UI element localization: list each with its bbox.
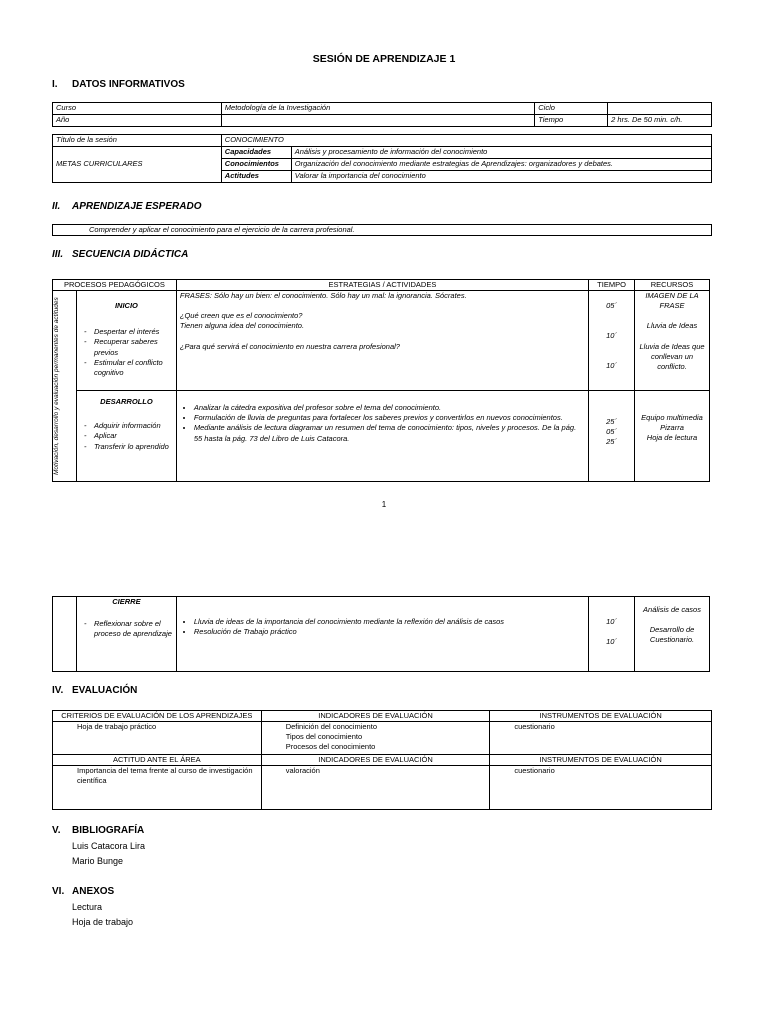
list-item: - Transferir lo aprendido (94, 442, 173, 452)
inicio-actividad-servira: ¿Para qué servirá el conocimiento en nuestra carrera profesional? (179, 341, 400, 351)
list-item: Luis Catacora Lira (72, 841, 146, 851)
cierre-recurso: Análisis de casos (643, 605, 701, 614)
indicador-item: Tipos del conocimiento (285, 732, 363, 742)
list-item: Lectura (72, 902, 103, 912)
desarrollo-recurso: Hoja de lectura (646, 433, 698, 443)
actitud-indicador-value: valoración (261, 766, 490, 810)
bibliografia-list (72, 839, 145, 869)
anexos-list (72, 900, 133, 930)
header-procesos: PROCESOS PEDAGÓGICOS (53, 280, 177, 291)
actitudes-value: Valorar la importancia del conocimiento (291, 171, 711, 183)
instrumento-value: cuestionario (490, 722, 712, 755)
page-number: 1 (381, 500, 387, 509)
header-recursos: RECURSOS (635, 280, 710, 291)
criterio-value: Hoja de trabajo práctico (53, 722, 262, 755)
inicio-actividad-pregunta: ¿Qué creen que es el conocimiento? (179, 311, 303, 321)
side-label: Motivación, desarrollo y evaluación permanentes de actitudes (53, 297, 60, 476)
inicio-tiempo: 10´ (606, 331, 617, 341)
actitud-value: Importancia del tema frente al curso de investigación científica (53, 766, 262, 810)
desarrollo-tiempo: 05´ (606, 427, 617, 437)
list-item: • Lluvia de ideas de la importancia del conocimiento mediante la reflexión del análisis de casos (194, 617, 585, 627)
header-estrategias: ESTRATEGIAS / ACTIVIDADES (176, 280, 588, 291)
secuencia-didactica-table (52, 279, 710, 482)
inicio-recurso: Lluvia de Ideas (646, 321, 698, 331)
list-item: • Formulación de lluvia de preguntas para fortalecer los saberes previos y convertirlos en nuevos conocimientos. (194, 413, 585, 423)
tiempo-value: 2 hrs. De 50 min. c/h. (608, 115, 712, 127)
list-item: Hoja de trabajo (72, 917, 134, 927)
header-instrumentos: INSTRUMENTOS DE EVALUACIÓN (490, 711, 712, 722)
desarrollo-tiempo: 25´ (606, 417, 617, 427)
cierre-table (52, 596, 710, 672)
header-instrumentos-2: INSTRUMENTOS DE EVALUACIÓN (490, 755, 712, 766)
datos-informativos-table (52, 102, 712, 183)
list-item: - Aplicar (94, 431, 173, 441)
ciclo-label: Ciclo (535, 103, 608, 115)
desarrollo-procesos-list (80, 421, 173, 451)
inicio-actividad-idea: Tienen alguna idea del conocimiento. (179, 321, 305, 331)
cierre-procesos-list (80, 619, 173, 639)
header-criterios: CRITERIOS DE EVALUACIÓN DE LOS APRENDIZAJES (53, 711, 262, 722)
indicador-item: Procesos del conocimiento (285, 742, 376, 752)
capacidades-label: Capacidades (221, 147, 291, 159)
section-heading-bibliografia: V. BIBLIOGRAFÍA (52, 825, 145, 836)
list-item: - Reflexionar sobre el proceso de aprendizaje (94, 619, 173, 639)
metas-curriculares-label: METAS CURRICULARES (53, 147, 222, 183)
list-item: • Mediante análisis de lectura diagramar un resumen del tema de conocimiento: tipos, niveles y procesos. De la pág. 55 hasta la pág. 73 del Libro de Luis Catacora. (194, 423, 585, 443)
conocimientos-label: Conocimientos (221, 159, 291, 171)
cierre-actividades-list (180, 617, 585, 637)
indicador-item: Definición del conocimiento (285, 722, 377, 732)
list-item: - Despertar el interés (94, 327, 173, 337)
header-actitud: ACTITUD ANTE EL ÁREA (53, 755, 262, 766)
inicio-tiempo: 05´ (606, 301, 617, 311)
desarrollo-recurso: Pizarra (660, 423, 684, 433)
tiempo-label: Tiempo (535, 115, 608, 127)
header-indicadores-2: INDICADORES DE EVALUACIÓN (261, 755, 490, 766)
section-heading-anexos: VI. ANEXOS (52, 886, 115, 897)
cierre-label: CIERRE (112, 597, 141, 606)
inicio-procesos-list (80, 327, 173, 378)
desarrollo-tiempo: 25´ (606, 437, 617, 447)
section-heading-secuencia: III. SECUENCIA DIDÁCTICA (52, 249, 189, 260)
aprendizaje-esperado-text: Comprender y aplicar el conocimiento para el ejercicio de la carrera profesional. (53, 225, 712, 236)
desarrollo-recurso: Equipo multimedia (641, 413, 703, 423)
actitudes-label: Actitudes (221, 171, 291, 183)
actitud-instrumento-value: cuestionario (490, 766, 712, 810)
list-item: - Recuperar saberes previos (94, 337, 173, 357)
anio-value (221, 115, 534, 127)
titulo-sesion-label: Título de la sesión (53, 135, 222, 147)
desarrollo-actividades-list (180, 403, 585, 444)
inicio-recurso: Lluvia de Ideas que conllevan un conflicto. (639, 341, 705, 371)
anio-label: Año (53, 115, 222, 127)
section-heading-aprendizaje: II. APRENDIZAJE ESPERADO (52, 201, 202, 212)
list-item: • Resolución de Trabajo práctico (194, 627, 585, 637)
list-item: Mario Bunge (72, 856, 124, 866)
capacidades-value: Análisis y procesamiento de información del conocimiento (291, 147, 711, 159)
inicio-label: INICIO (114, 301, 138, 311)
inicio-actividad-frase: FRASES: Sólo hay un bien: el conocimiento. Sólo hay un mal: la ignorancia. Sócrates. (179, 291, 467, 301)
inicio-tiempo: 10´ (606, 361, 617, 371)
section-heading-evaluacion: IV. EVALUACIÓN (52, 685, 138, 696)
cierre-tiempo: 10´ (606, 637, 617, 647)
desarrollo-label: DESARROLLO (100, 397, 153, 407)
evaluacion-table (52, 710, 712, 810)
cierre-tiempo: 10´ (606, 617, 617, 626)
list-item: - Estimular el conflicto cognitivo (94, 358, 173, 378)
header-indicadores: INDICADORES DE EVALUACIÓN (261, 711, 490, 722)
curso-label: Curso (53, 103, 222, 115)
titulo-sesion-value: CONOCIMIENTO (221, 135, 711, 147)
conocimientos-value: Organización del conocimiento mediante estrategias de Aprendizajes: organizadores y debates. (291, 159, 711, 171)
cierre-recurso: Desarrollo de Cuestionario. (649, 625, 695, 645)
list-item: - Adquirir información (94, 421, 173, 431)
ciclo-value (608, 103, 712, 115)
curso-value: Metodología de la Investigación (221, 103, 534, 115)
aprendizaje-esperado-box (52, 224, 712, 236)
section-heading-datos: I. DATOS INFORMATIVOS (52, 79, 185, 90)
document-title: SESIÓN DE APRENDIZAJE 1 (312, 53, 456, 65)
header-tiempo: TIEMPO (589, 280, 635, 291)
list-item: • Analizar la cátedra expositiva del profesor sobre el tema del conocimiento. (194, 403, 585, 413)
inicio-recurso: IMAGEN DE LA FRASE (645, 291, 699, 311)
